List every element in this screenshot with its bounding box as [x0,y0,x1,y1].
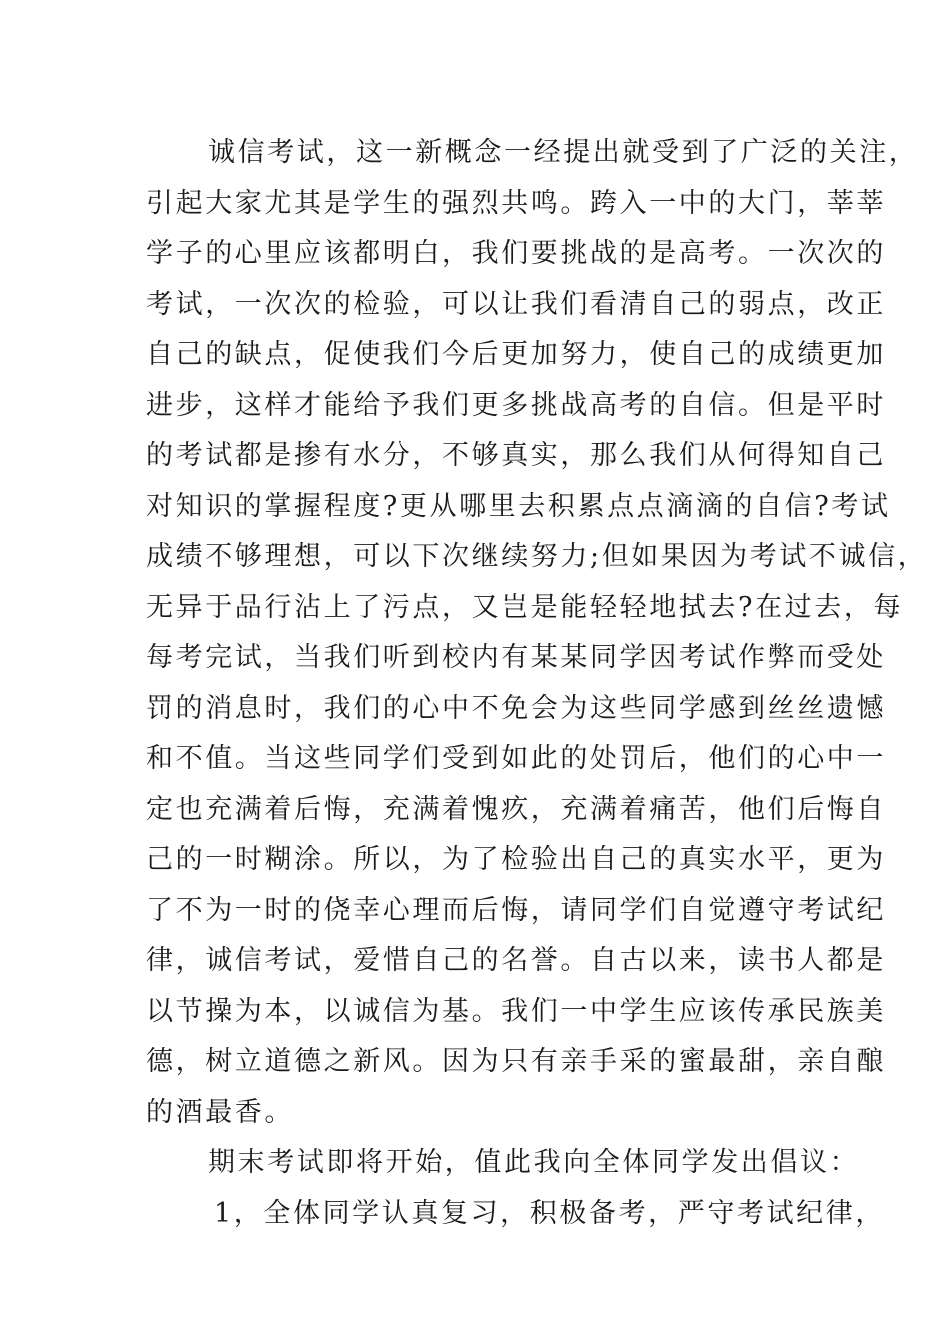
paragraph-line: 定也充满着后悔，充满着愧疚，充满着痛苦，他们后悔自 [146,793,886,825]
paragraph-line: 罚的消息时，我们的心中不免会为这些同学感到丝丝遗憾 [146,692,886,724]
paragraph-line: 律，诚信考试，爱惜自己的名誉。自古以来，读书人都是 [146,945,886,976]
paragraph-line: 和不值。当这些同学们受到如此的处罚后，他们的心中一 [146,743,886,774]
paragraph-line: 1，全体同学认真复习，积极备考，严守考试纪律， [214,1197,885,1229]
paragraph-line: 成绩不够理想，可以下次继续努力;但如果因为考试不诚信， [146,541,928,572]
paragraph-line: 的酒最香。 [146,1096,294,1128]
paragraph-line: 学子的心里应该都明白，我们要挑战的是高考。一次次的 [146,238,886,269]
paragraph-line: 以节操为本，以诚信为基。我们一中学生应该传承民族美 [146,995,886,1027]
paragraph-line: 德，树立道德之新风。因为只有亲手采的蜜最甜，亲自酿 [146,1046,886,1077]
paragraph-line: 每考完试，当我们听到校内有某某同学因考试作弊而受处 [146,642,886,673]
paragraph-line: 进步，这样才能给予我们更多挑战高考的自信。但是平时 [146,389,886,421]
paragraph-line: 的考试都是掺有水分，不够真实，那么我们从何得知自己 [146,440,886,471]
paragraph-line: 诚信考试，这一新概念一经提出就受到了广泛的关注， [208,137,919,168]
paragraph-line: 己的一时糊涂。所以，为了检验出自己的真实水平，更为 [146,844,886,875]
document-body [146,128,928,1239]
paragraph-line: 对知识的掌握程度?更从哪里去积累点点滴滴的自信?考试 [146,490,891,522]
paragraph-line: 无异于品行沾上了污点，又岂是能轻轻地拭去?在过去，每 [146,591,904,623]
paragraph-line: 引起大家尤其是学生的强烈共鸣。跨入一中的大门，莘莘 [146,187,886,219]
paragraph [146,128,928,1138]
paragraph [146,1138,860,1189]
list-item [146,1189,885,1240]
paragraph-line: 考试，一次次的检验，可以让我们看清自己的弱点，改正 [146,288,886,320]
paragraph-line: 期末考试即将开始，值此我向全体同学发出倡议： [208,1147,860,1178]
paragraph-line: 了不为一时的侥幸心理而后悔，请同学们自觉遵守考试纪 [146,894,886,926]
paragraph-line: 自己的缺点，促使我们今后更加努力，使自己的成绩更加 [146,339,886,370]
